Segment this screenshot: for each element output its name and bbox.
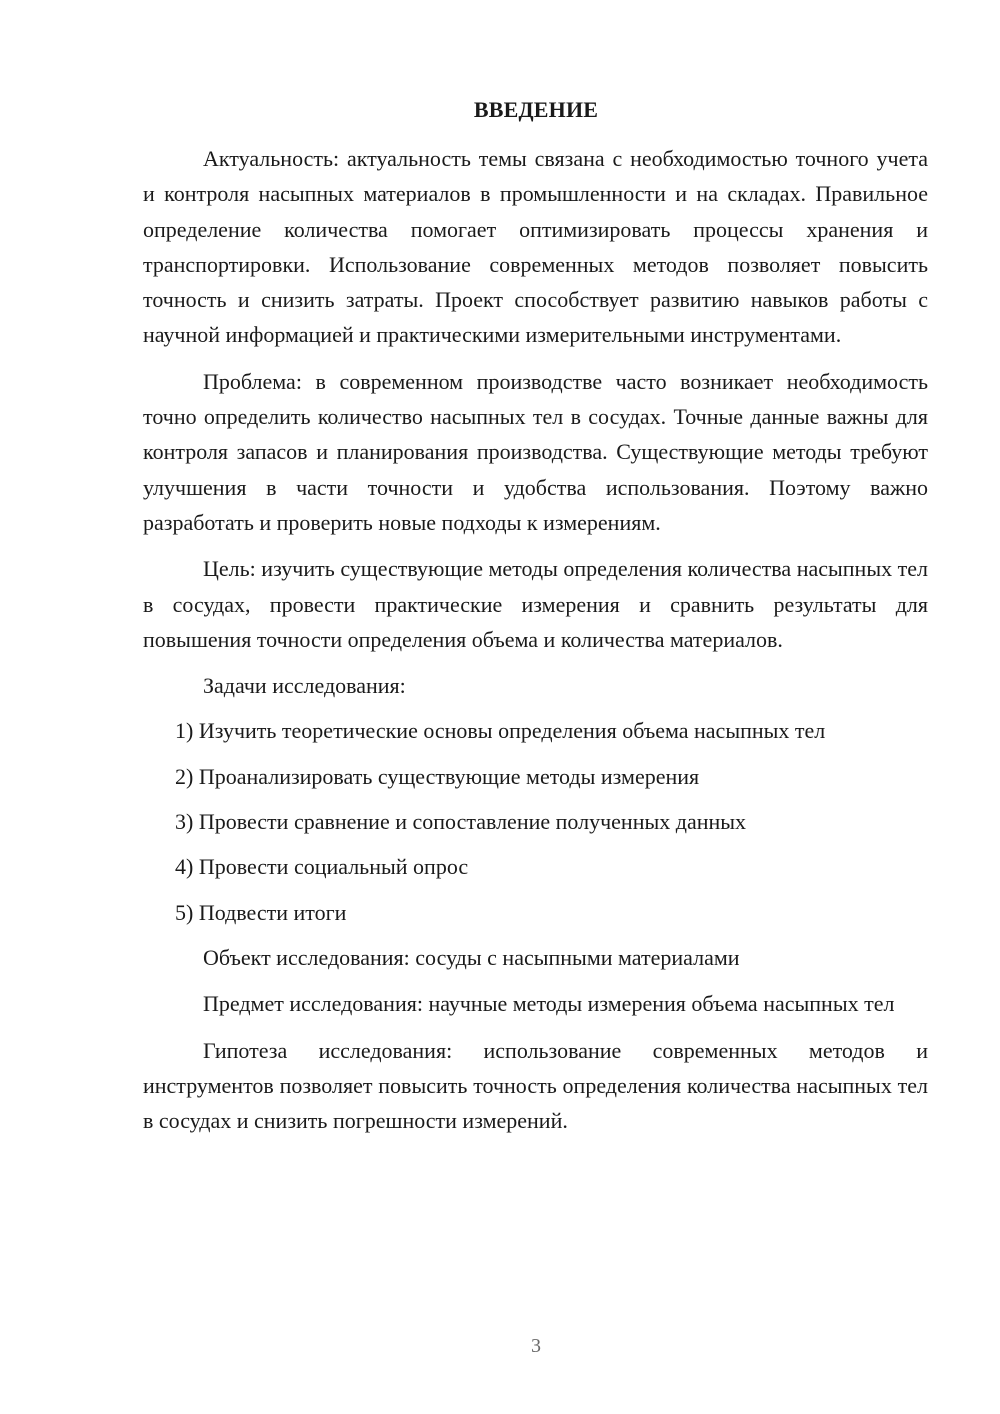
hypothesis-paragraph: Гипотеза исследования: использование современных методов и инструментов позволяет повысить точность определения количества насыпных тел в сосудах и снизить погрешности измерений. (143, 1037, 928, 1134)
task-item: 1) Изучить теоретические основы определения объема насыпных тел (175, 718, 826, 744)
section-heading: ВВЕДЕНИЕ (473, 97, 599, 122)
subject-paragraph: Предмет исследования: научные методы измерения объема насыпных тел (203, 991, 895, 1017)
tasks-title: Задачи исследования: (203, 673, 406, 699)
task-item: 3) Провести сравнение и сопоставление полученных данных (175, 809, 747, 835)
task-item: 5) Подвести итоги (175, 899, 347, 925)
page-number: 3 (531, 1335, 541, 1357)
problem-paragraph: Проблема: в современном производстве часто возникает необходимость точно определить количество насыпных тел в сосудах. Точные данные важны для контроля запасов и планирования производства. Существующие методы требуют улучшения в части точности и удобства использования. Поэтому важно разработать и проверить новые подходы к измерениям. (143, 368, 928, 535)
relevance-paragraph: Актуальность: актуальность темы связана с необходимостью точного учета и контроля насыпных материалов в промышленности и на складах. Правильное определение количества помогает оптимизировать процессы хранения и транспортировки. Использование современных методов позволяет повысить точность и снизить затраты. Проект способствует развитию навыков работы с научной информацией и практическими измерительными инструментами. (143, 146, 928, 348)
object-paragraph: Объект исследования: сосуды с насыпными материалами (203, 944, 740, 970)
task-item: 2) Проанализировать существующие методы измерения (175, 763, 700, 789)
body-text (143, 141, 928, 1149)
goal-paragraph: Цель: изучить существующие методы определения количества насыпных тел в сосудах, провести практические измерения и сравнить результаты для повышения точности определения объема и количества материалов. (143, 556, 928, 652)
task-item: 4) Провести социальный опрос (175, 854, 469, 880)
